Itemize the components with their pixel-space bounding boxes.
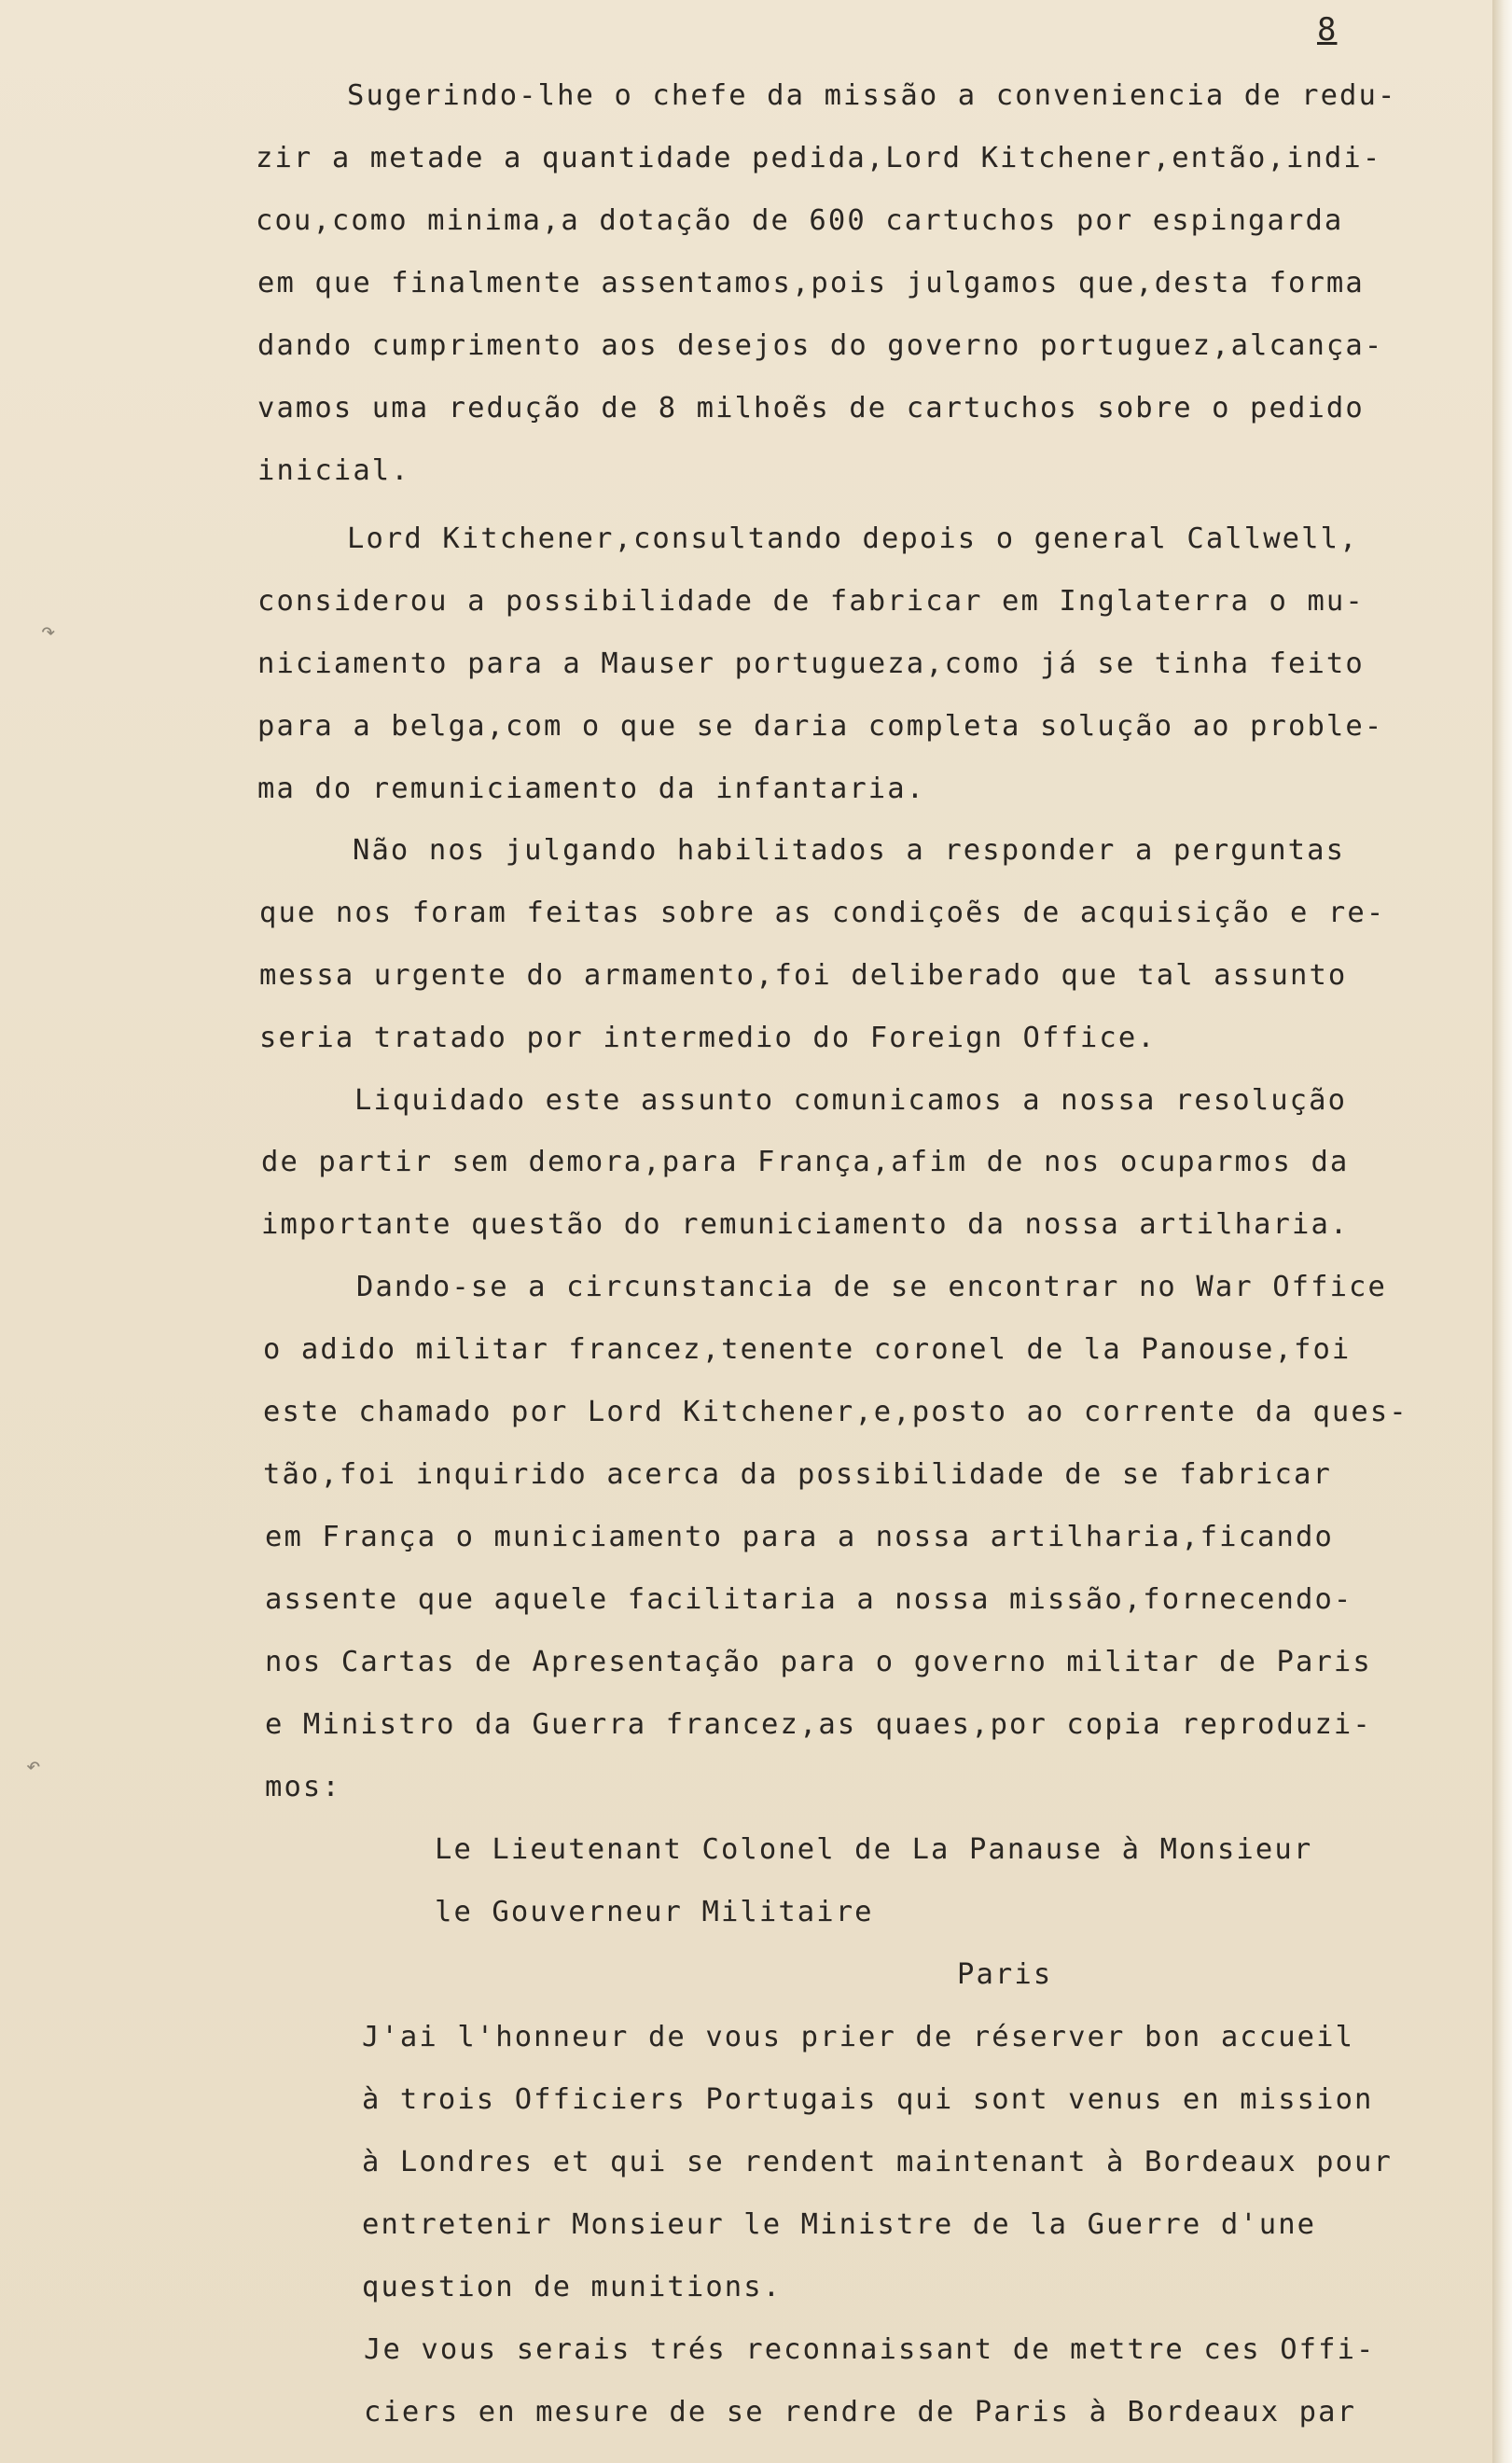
page-edge xyxy=(1492,0,1512,2463)
body-line: mos: xyxy=(265,1771,341,1803)
body-line: niciamento para a Mauser portugueza,como já se tinha feito xyxy=(257,647,1365,680)
body-line: nos Cartas de Apresentação para o governo militar de Paris xyxy=(265,1646,1372,1678)
body-line: cou,como minima,a dotação de 600 cartuchos por espingarda xyxy=(256,204,1344,237)
quoted-line: Le Lieutenant Colonel de La Panause à Monsieur xyxy=(435,1833,1313,1866)
body-line: o adido militar francez,tenente coronel de la Panouse,foi xyxy=(263,1333,1352,1366)
body-line: para a belga,com o que se daria completa solução ao proble- xyxy=(257,710,1384,743)
quoted-line: Paris xyxy=(957,1958,1053,1991)
body-line: importante questão do remuniciamento da nossa artilharia. xyxy=(261,1208,1350,1241)
quoted-line: ciers en mesure de se rendre de Paris à Bordeaux par xyxy=(364,2396,1357,2428)
page-number: 8 xyxy=(1317,11,1338,49)
body-line: em França o municiamento para a nossa artilharia,ficando xyxy=(265,1521,1334,1553)
body-line: seria tratado por intermedio do Foreign Office. xyxy=(259,1022,1157,1054)
body-line: dando cumprimento aos desejos do governo portuguez,alcança- xyxy=(257,329,1384,362)
body-line: tão,foi inquirido acerca da possibilidade de se fabricar xyxy=(263,1458,1332,1491)
body-line: de partir sem demora,para França,afim de nos ocuparmos da xyxy=(261,1146,1350,1178)
quoted-line: entretenir Monsieur le Ministre de la Guerre d'une xyxy=(362,2208,1317,2241)
body-line: Lord Kitchener,consultando depois o general Callwell, xyxy=(347,522,1359,555)
body-line: Dando-se a circunstancia de se encontrar no War Office xyxy=(356,1271,1387,1303)
quoted-line: à Londres et qui se rendent maintenant à Bordeaux pour xyxy=(362,2146,1393,2178)
body-line: zir a metade a quantidade pedida,Lord Kitchener,então,indi- xyxy=(256,142,1382,174)
body-line: em que finalmente assentamos,pois julgamos que,desta forma xyxy=(257,267,1365,299)
quoted-line: le Gouverneur Militaire xyxy=(435,1896,874,1928)
body-line: vamos uma redução de 8 milhoẽs de cartuchos sobre o pedido xyxy=(257,392,1365,424)
body-line: messa urgente do armamento,foi deliberado que tal assunto xyxy=(259,959,1348,992)
body-line: ma do remuniciamento da infantaria. xyxy=(257,772,926,805)
body-line: Liquidado este assunto comunicamos a nossa resolução xyxy=(354,1084,1348,1117)
body-line: e Ministro da Guerra francez,as quaes,por copia reproduzi- xyxy=(265,1708,1372,1741)
quoted-line: Je vous serais trés reconnaissant de mettre ces Offi- xyxy=(364,2333,1376,2366)
body-line: que nos foram feitas sobre as condiçoẽs de acquisição e re- xyxy=(259,897,1386,929)
margin-mark: ↶ xyxy=(26,1752,41,1780)
body-line: Sugerindo-lhe o chefe da missão a conveniencia de redu- xyxy=(347,79,1397,112)
quoted-line: à trois Officiers Portugais qui sont venus en mission xyxy=(362,2083,1374,2116)
body-line: assente que aquele facilitaria a nossa missão,fornecendo- xyxy=(265,1583,1353,1616)
quoted-line: question de munitions. xyxy=(362,2271,783,2303)
margin-mark: ↷ xyxy=(41,618,56,646)
body-line: este chamado por Lord Kitchener,e,posto ao corrente da ques- xyxy=(263,1396,1408,1428)
body-line: considerou a possibilidade de fabricar em Inglaterra o mu- xyxy=(257,585,1365,618)
quoted-line: J'ai l'honneur de vous prier de réserver bon accueil xyxy=(362,2021,1355,2053)
body-line: inicial. xyxy=(257,454,410,487)
body-line: Não nos julgando habilitados a responder a perguntas xyxy=(353,834,1346,867)
